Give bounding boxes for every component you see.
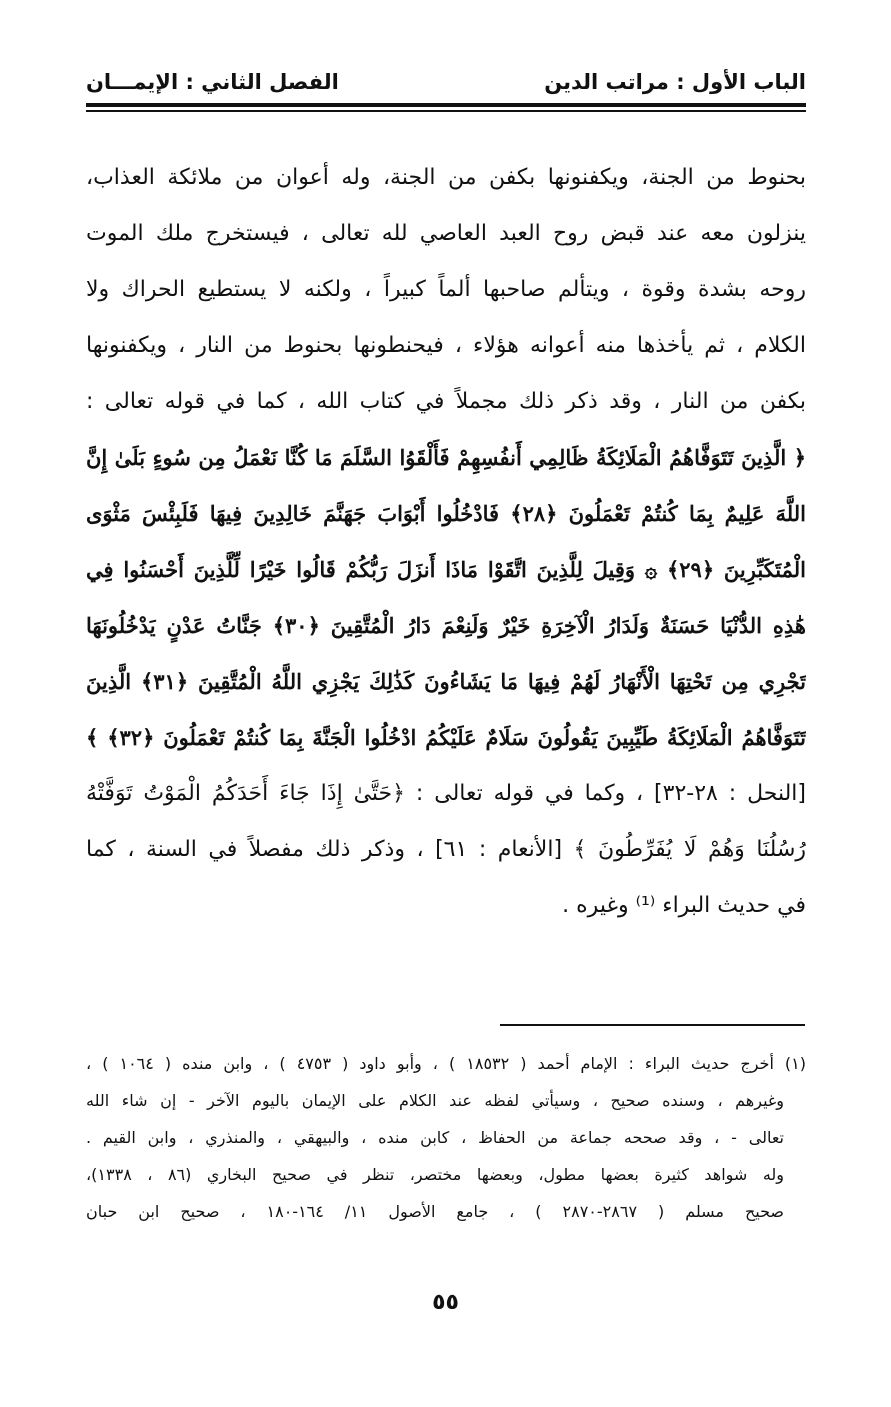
footnote-line: وغيرهم ، وسنده صحيح ، وسيأتي لفظه عند الكلام على الإيمان باليوم الآخر - إن شاء الله <box>86 1091 784 1110</box>
header-chapter-title: الباب الأول : مراتب الدين <box>544 70 806 94</box>
body-line: بكفن من النار ، وقد ذكر ذلك مجملاً في كتاب الله ، كما في قوله تعالى : <box>86 389 806 414</box>
quran-verse-line: تَجْرِي مِن تَحْتِهَا الْأَنْهَارُ لَهُمْ فِيهَا مَا يَشَاءُونَ كَذَٰلِكَ يَجْزِي اللَّهُ الْمُتَّقِينَ ﴿٣١﴾ الَّذِينَ <box>86 669 806 694</box>
body-line: ينزلون معه عند قبض روح العبد العاصي لله تعالى ، فيستخرج ملك الموت <box>86 221 806 246</box>
body-line: روحه بشدة وقوة ، ويتألم صاحبها ألماً كبيراً ، ولكنه لا يستطيع الحراك ولا <box>86 277 806 302</box>
footnote-line: صحيح مسلم ( ٢٨٦٧-٢٨٧٠ ) ، جامع الأصول ١١/ ١٦٤-١٨٠ ، صحيح ابن حبان <box>86 1202 785 1221</box>
header-rule-thin <box>86 110 806 112</box>
body-line: في حديث البراء ⁽¹⁾ وغيره . <box>562 893 806 918</box>
body-text <box>86 150 806 934</box>
quran-verse-line: هَٰذِهِ الدُّنْيَا حَسَنَةٌ وَلَدَارُ الْآخِرَةِ خَيْرٌ وَلَنِعْمَ دَارُ الْمُتَّقِينَ ﴿٣٠﴾ جَنَّاتُ عَدْنٍ يَدْخُلُونَهَا <box>86 613 806 638</box>
footnote-separator <box>500 1024 805 1026</box>
body-line: [النحل : ٢٨-٣٢] ، وكما في قوله تعالى : ﴿حَتَّىٰ إِذَا جَاءَ أَحَدَكُمُ الْمَوْتُ تَوَفَّتْهُ <box>86 781 806 806</box>
footnote-line: (١) أخرج حديث البراء : الإمام أحمد ( ١٨٥٣٢ ) ، وأبو داود ( ٤٧٥٣ ) ، وابن منده ( ١٠٦٤ ) ، <box>86 1054 806 1073</box>
quran-verse-line: اللَّهَ عَلِيمٌ بِمَا كُنتُمْ تَعْمَلُونَ ﴿٢٨﴾ فَادْخُلُوا أَبْوَابَ جَهَنَّمَ خَالِدِينَ فِيهَا فَلَبِئْسَ مَثْوَى <box>86 501 806 526</box>
body-line: بحنوط من الجنة، ويكفنونها بكفن من الجنة، وله أعوان من ملائكة العذاب، <box>86 165 806 190</box>
header-rule-thick <box>86 103 806 107</box>
footnote-line: وله شواهد كثيرة بعضها مطول، وبعضها مختصر، تنظر في صحيح البخاري (٨٦ ، ١٣٣٨)، <box>86 1165 784 1184</box>
footnotes <box>86 1045 806 1230</box>
page-number: ٥٥ <box>432 1290 459 1315</box>
body-line: الكلام ، ثم يأخذها منه أعوانه هؤلاء ، فيحنطونها بحنوط من النار ، ويكفنونها <box>86 333 806 358</box>
header-section-title: الفصل الثاني : الإيمـــان <box>86 70 339 94</box>
footnote-line: تعالى - ، وقد صححه جماعة من الحفاظ ، كابن منده ، والبيهقي ، والمنذري ، وابن القيم . <box>86 1128 784 1147</box>
quran-verse-line: تَتَوَفَّاهُمُ الْمَلَائِكَةُ طَيِّبِينَ يَقُولُونَ سَلَامٌ عَلَيْكُمُ ادْخُلُوا الْجَنَّةَ بِمَا كُنتُمْ تَعْمَلُونَ ﴿٣٢﴾ ﴾ <box>86 725 806 750</box>
running-header <box>86 62 806 102</box>
body-line: رُسُلُنَا وَهُمْ لَا يُفَرِّطُونَ ﴾ [الأنعام : ٦١] ، وذكر ذلك مفصلاً في السنة ، كما <box>86 837 806 862</box>
quran-verse-line: الْمُتَكَبِّرِينَ ﴿٢٩﴾ ۞ وَقِيلَ لِلَّذِينَ اتَّقَوْا مَاذَا أَنزَلَ رَبُّكُمْ قَالُوا خَيْرًا لِّلَّذِينَ أَحْسَنُوا فِي <box>86 557 806 582</box>
quran-verse-line: ﴿ الَّذِينَ تَتَوَفَّاهُمُ الْمَلَائِكَةُ ظَالِمِي أَنفُسِهِمْ فَأَلْقَوُا السَّلَمَ مَا كُنَّا نَعْمَلُ مِن سُوءٍ بَلَىٰ إِنَّ <box>86 445 806 470</box>
